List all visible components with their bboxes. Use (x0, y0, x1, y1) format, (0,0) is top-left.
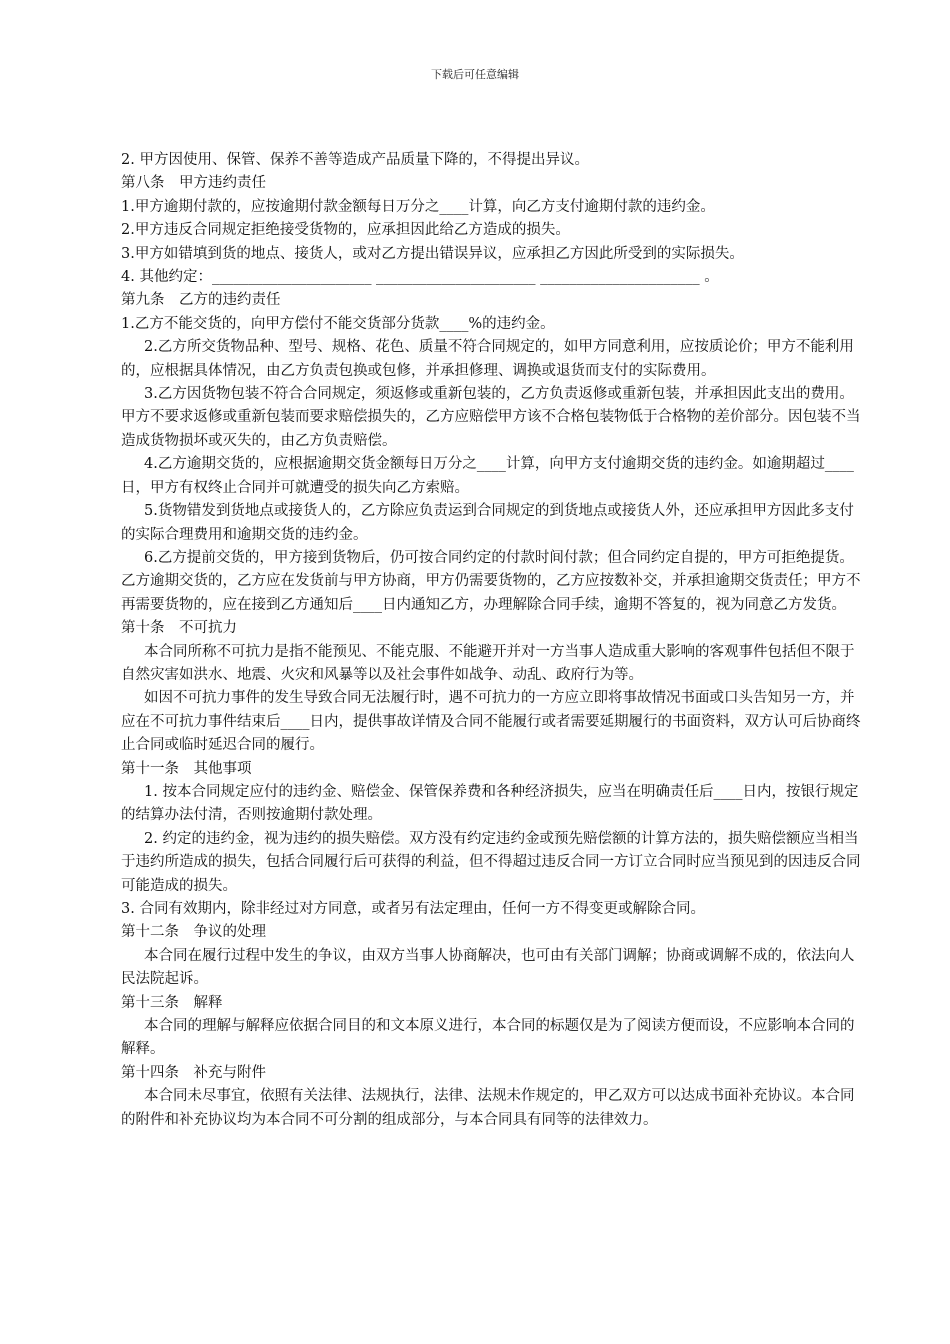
clause-paragraph: 本合同在履行过程中发生的争议，由双方当事人协商解决，也可由有关部门调解；协商或调解不成的，依法向人民法院起诉。 (121, 947, 855, 988)
page-header: 下载后可任意编辑 (431, 68, 519, 81)
clause-paragraph: 本合同未尽事宜，依照有关法律、法规执行，法律、法规未作规定的，甲乙双方可以达成书面补充协议。本合同的附件和补充协议均为本合同不可分割的组成部分，与本合同具有同等的法律效力。 (121, 1088, 855, 1128)
clause-paragraph: 2.乙方所交货物品种、型号、规格、花色、质量不符合同规定的，如甲方同意利用，应按质论价；甲方不能利用的，应根据具体情况，由乙方负责包换或包修，并承担修理、调换或退货而支付的实际费用。 (121, 339, 854, 379)
clause-paragraph: 5.货物错发到货地点或接货人的，乙方除应负责运到合同规定的到货地点或接货人外，还应承担甲方因此多支付的实际合理费用和逾期交货的违约金。 (121, 503, 854, 543)
article-heading: 第十四条 补充与附件 (121, 1064, 266, 1081)
contract-body (121, 149, 861, 1132)
clause-paragraph: 3.乙方因货物包装不符合合同规定，须返修或重新包装的，乙方负责返修或重新包装，并承担因此支出的费用。甲方不要求返修或重新包装而要求赔偿损失的，乙方应赔偿甲方该不合格包装物低于合格物的差价部分。因包装不当造成货物损坏或灭失的，由乙方负责赔偿。 (121, 386, 861, 449)
clause-paragraph: 4.乙方逾期交货的，应根据逾期交货金额每日万分之____计算，向甲方支付逾期交货的违约金。如逾期超过____日，甲方有权终止合同并可就遭受的损失向乙方索赔。 (121, 456, 854, 496)
article-heading: 第八条 甲方违约责任 (121, 175, 266, 192)
article-heading: 第十一条 其他事项 (121, 760, 252, 777)
clause-paragraph: 如因不可抗力事件的发生导致合同无法履行时，遇不可抗力的一方应立即将事故情况书面或口头告知另一方，并应在不可抗力事件结束后____日内，提供事故详情及合同不能履行或者需要延期履行的书面资料，双方认可后协商终止合同或临时延迟合同的履行。 (121, 690, 861, 754)
clause-paragraph: 1. 按本合同规定应付的违约金、赔偿金、保管保养费和各种经济损失，应当在明确责任后____日内，按银行规定的结算办法付清，否则按逾期付款处理。 (121, 783, 859, 824)
clause-paragraph: 本合同的理解与解释应依据合同目的和文本原义进行，本合同的标题仅是为了阅读方便而设，不应影响本合同的解释。 (121, 1018, 855, 1058)
article-heading: 第十二条 争议的处理 (121, 924, 266, 941)
clause-line: 1.乙方不能交货的，向甲方偿付不能交货部分货款____%的违约金。 (121, 315, 555, 332)
clause-line: 3. 合同有效期内，除非经过对方同意，或者另有法定理由，任何一方不得变更或解除合同。 (121, 901, 705, 917)
clause-line: 3.甲方如错填到货的地点、接货人，或对乙方提出错误异议，应承担乙方因此所受到的实际损失。 (121, 245, 744, 262)
clause-line: 2.甲方违反合同规定拒绝接受货物的，应承担因此给乙方造成的损失。 (121, 222, 570, 239)
clause-line: 4. 其他约定：______________________ ______________________ ______________________ 。 (121, 269, 719, 286)
clause-line: 2. 甲方因使用、保管、保养不善等造成产品质量下降的，不得提出异议。 (121, 152, 589, 168)
article-heading: 第九条 乙方的违约责任 (121, 292, 281, 309)
clause-paragraph: 2. 约定的违约金，视为违约的损失赔偿。双方没有约定违约金或预先赔偿额的计算方法的，损失赔偿额应当相当于违约所造成的损失，包括合同履行后可获得的利益，但不得超过违反合同一方订立合同时应当预见到的因违反合同可能造成的损失。 (121, 830, 861, 894)
clause-paragraph: 6.乙方提前交货的，甲方接到货物后，仍可按合同约定的付款时间付款；但合同约定自提的，甲方可拒绝提货。乙方逾期交货的，乙方应在发货前与甲方协商，甲方仍需要货物的，乙方应按数补交，并承担逾期交货责任；甲方不再需要货物的，应在接到乙方通知后____日内通知乙方，办理解除合同手续，逾期不答复的，视为同意乙方发货。 (121, 549, 861, 613)
article-heading: 第十条 不可抗力 (121, 620, 237, 637)
article-heading: 第十三条 解释 (121, 994, 223, 1011)
clause-line: 1.甲方逾期付款的，应按逾期付款金额每日万分之____计算，向乙方支付逾期付款的违约金。 (121, 198, 715, 215)
clause-paragraph: 本合同所称不可抗力是指不能预见、不能克服、不能避开并对一方当事人造成重大影响的客观事件包括但不限于自然灾害如洪水、地震、火灾和风暴等以及社会事件如战争、动乱、政府行为等。 (121, 643, 855, 683)
